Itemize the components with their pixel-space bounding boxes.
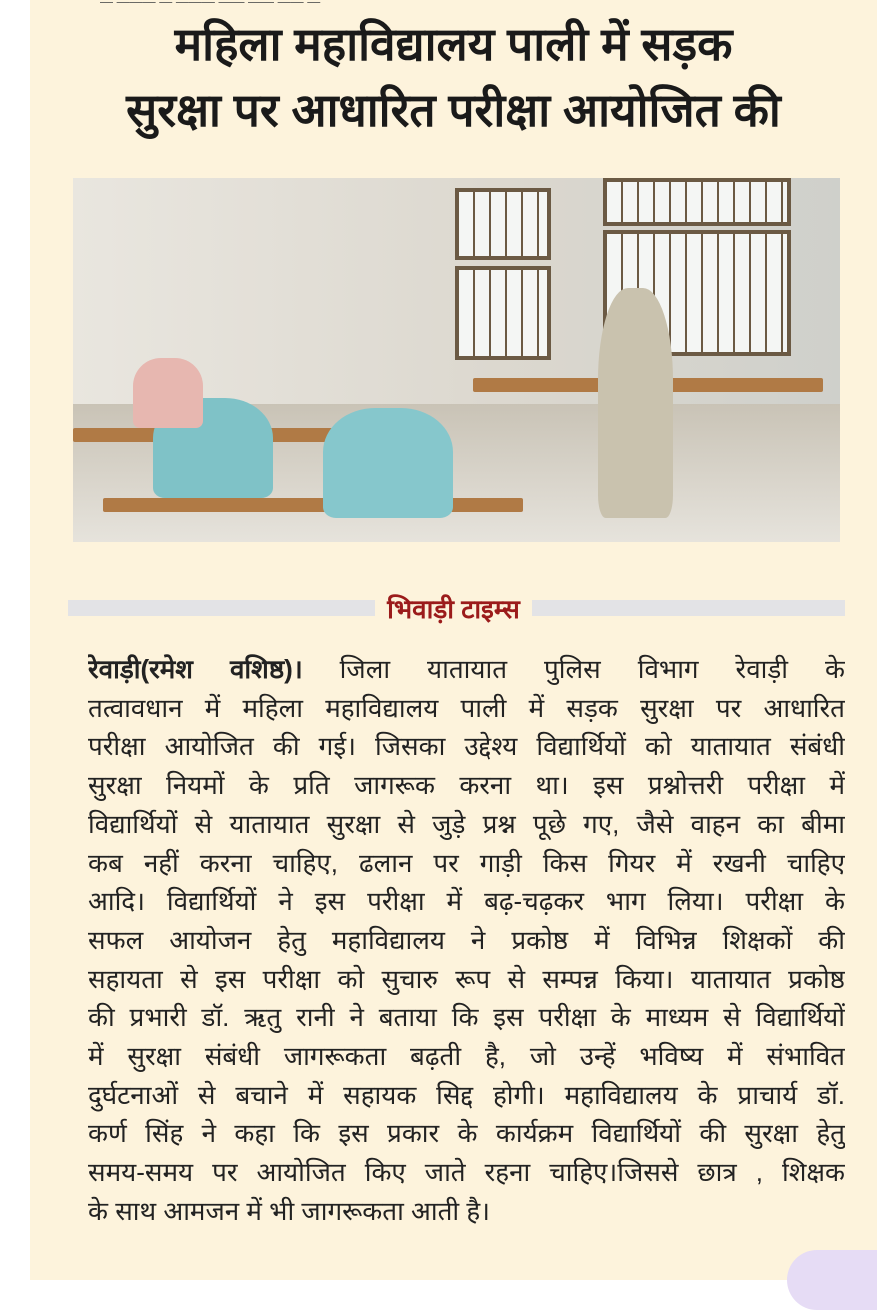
article-body [88,650,845,1231]
body-line: परीक्षा आयोजित की गई। जिसका उद्देश्य विद्यार्थियों को यातायात संबंधी [88,731,845,762]
photo-student [133,358,203,428]
photo-student [323,408,453,518]
body-line: कर्ण सिंह ने कहा कि इस प्रकार के कार्यक्रम विद्यार्थियों की सुरक्षा हेतु [88,1118,845,1149]
body-line: आदि। विद्यार्थियों ने इस परीक्षा में बढ़-चढ़कर भाग लिया। परीक्षा के [88,886,845,917]
dateline: रेवाड़ी(रमेश वशिष्ठ)। [88,654,303,684]
body-line: तत्वावधान में महिला महाविद्यालय पाली में सड़क सुरक्षा पर आधारित [88,692,845,723]
source-label [30,590,877,626]
headline-line-2: सुरक्षा पर आधारित परीक्षा आयोजित की [126,84,781,136]
corner-overlay [787,1250,877,1310]
body-line: के साथ आमजन में भी जागरूकता आती है। [88,1195,491,1226]
body-text: जिला यातायात पुलिस विभाग रेवाड़ी के [339,654,845,684]
body-line [88,650,845,689]
exam-hall-photo [73,178,840,542]
body-line: की प्रभारी डॉ. ऋतु रानी ने बताया कि इस परीक्षा के माध्यम से विद्यार्थियों [88,1002,845,1033]
body-line: समय-समय पर आयोजित किए जाते रहना चाहिए।जिससे छात्र , शिक्षक [88,1157,845,1188]
body-line: सहायता से इस परीक्षा को सुचारु रूप से सम्पन्न किया। यातायात प्रकोष्ठ [88,963,845,994]
photo-window [603,178,791,226]
source-name: भिवाड़ी टाइम्स [375,594,532,624]
body-line: कब नहीं करना चाहिए, ढलान पर गाड़ी किस गियर में रखनी चाहिए [88,847,845,878]
body-line: विद्यार्थियों से यातायात सुरक्षा से जुड़े प्रश्न पूछे गए, जैसे वाहन का बीमा [88,808,845,839]
photo-window [455,188,551,260]
headline-line-1: महिला महाविद्यालय पाली में सड़क [174,18,733,70]
body-line: सुरक्षा नियमों के प्रति जागरूक करना था। इस प्रश्नोत्तरी परीक्षा में [88,770,845,801]
photo-window [455,266,551,360]
body-line: दुर्घटनाओं से बचाने में सहायक सिद्द होगी। महाविद्यालय के प्राचार्य डॉ. [88,1079,845,1110]
photo-teacher [598,288,673,518]
body-line: में सुरक्षा संबंधी जागरूकता बढ़ती है, जो उन्हें भविष्य में संभावित [88,1041,845,1072]
cut-off-text: — ——— — ——— —— —— —— — [100,0,321,9]
photo-desk [103,498,523,512]
body-line: सफल आयोजन हेतु महाविद्यालय ने प्रकोष्ठ में विभिन्न शिक्षकों की [88,924,845,955]
